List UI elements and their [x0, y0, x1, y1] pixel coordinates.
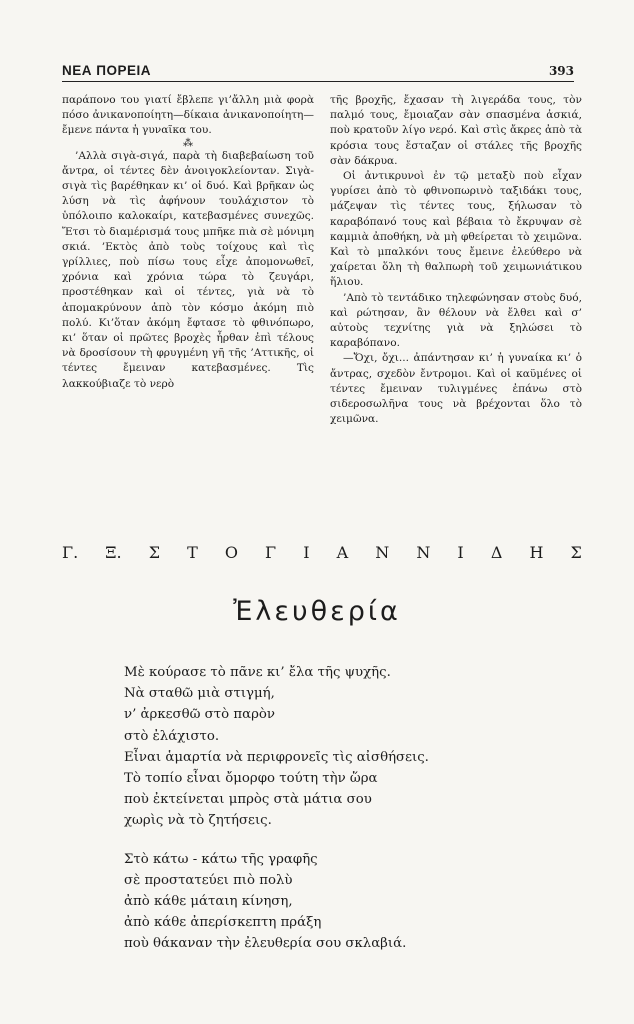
paragraph: παράπονο του γιατί ἔβλεπε γι’ἄλλη μιὰ φορὰ πόσο ἀνικανοποίητη—δίκαια ἀνικανοποίητη—ἔμενε πάντα ἡ γυναῖκα του.	[62, 94, 314, 137]
journal-title: ΝΕΑ ΠΟΡΕΙΑ	[62, 63, 152, 78]
poem-line: ν’ ἀρκεσθῶ στὸ παρὸν	[124, 707, 275, 723]
poem-body	[124, 662, 544, 955]
poem-line: Νὰ σταθῶ μιὰ στιγμή,	[124, 686, 275, 702]
poem-author	[62, 543, 582, 562]
author-letter: Δ	[490, 543, 503, 562]
paragraph: —Ὄχι, ὄχι... ἀπάντησαν κι’ ἡ γυναίκα κι’ ὁ ἄντρας, σχεδὸν ἔντρομοι. Καὶ οἱ καϋμένες οἱ τέντες ἔμειναν τυλιγμένες ἐπάνω στὸ σιδεροσωλῆνα τους νὰ βρέχονται ὅλο τὸ χειμῶνα.	[330, 352, 582, 426]
poem-line: χωρὶς νὰ τὸ ζητήσεις.	[124, 813, 272, 829]
author-letter: Ι	[457, 543, 464, 562]
author-letter: Ι	[303, 543, 310, 562]
author-letter: Σ	[570, 543, 582, 562]
author-letter: Ξ.	[105, 543, 122, 562]
poem-line: Μὲ κούρασε τὸ πᾶνε κι’ ἔλα τῆς ψυχῆς.	[124, 665, 391, 680]
poem-line: στὸ ἐλάχιστο.	[124, 728, 220, 744]
stanza-break	[124, 832, 544, 849]
poem-line: ποὺ θάκαναν τὴν ἐλευθερία σου σκλαβιά.	[124, 936, 407, 952]
poem-line: ἀπὸ κάθε μάταιη κίνηση,	[124, 894, 293, 910]
author-letter: Σ	[148, 543, 160, 562]
running-header	[62, 58, 574, 82]
author-letter: Η	[529, 543, 544, 562]
paragraph: ’Απὸ τὸ τεντάδικο τηλεφώνησαν στοὺς δυό, καὶ ρώτησαν, ἂν θέλουν νὰ ἔλθει καὶ σ’ αὐτοὺς τεχνίτης γιὰ νὰ ξηλώσει τὸ καραβόπανο.	[330, 291, 582, 350]
poem-line: Τὸ τοπίο εἶναι ὄμορφο τούτη τὴν ὥρα	[124, 771, 378, 787]
poem-line: ἀπὸ κάθε ἀπερίσκεπτη πράξη	[124, 915, 322, 931]
author-letter: Α	[336, 543, 349, 562]
section-break: ⁂	[183, 137, 193, 149]
author-letter: Τ	[187, 543, 198, 562]
poem-line: Στὸ κάτω - κάτω τῆς γραφῆς	[124, 851, 318, 867]
poem-line: σὲ προστατεύει πιὸ πολὺ	[124, 872, 293, 888]
poem-line: ποὺ ἐκτείνεται μπρὸς στὰ μάτια σου	[124, 792, 372, 808]
author-letter: Ν	[375, 543, 390, 562]
paragraph: Οἱ ἀντικρυνοὶ ἐν τῷ μεταξὺ ποὺ εἶχαν γυρίσει ἀπὸ τὸ φθινοπωρινὸ ταξιδάκι τους, μάζεψαν τὶς τέντες τους, ξήλωσαν τὸ καραβόπανό τους καὶ βέβαια τὸ ἔκρυψαν σὲ καμμιὰ ἀποθήκη, νὰ μὴ φθείρεται τὸ χειμῶνα. Καὶ τὸ μπαλκόνι τους ἔμεινε ἐλεύθερο νὰ χαίρεται ὅλη τὴ θαλπωρὴ τοῦ χειμωνιάτικου ἥλιου.	[330, 170, 582, 289]
author-letter: Ν	[416, 543, 431, 562]
author-letter: Γ.	[62, 543, 79, 562]
left-column	[62, 93, 314, 392]
poem-line: Εἶναι ἁμαρτία νὰ περιφρονεῖς τὶς αἰσθήσεις.	[124, 749, 429, 765]
author-letter: Γ	[265, 543, 277, 562]
paragraph: ’Αλλὰ σιγὰ-σιγά, παρὰ τὴ διαβεβαίωση τοῦ ἄντρα, οἱ τέντες δὲν ἀνοιγοκλείονταν. Σιγὰ-σιγὰ τὶς βαρέθηκαν κι’ οἱ δυό. Καὶ βρῆκαν ὡς λύση νὰ τὶς ἀφήνουν τουλάχιστον τὸ ὑπόλοιπο καλοκαίρι, κατεβασμένες συνεχῶς. Ἔτσι τὸ διαμέρισμά τους μπῆκε πιὰ σὲ μόνιμη σκιά. ’Εκτὸς ἀπὸ τοὺς τοίχους καὶ τὶς γρίλλιες, ποὺ πίσω τους εἶχε ἀπομονωθεῖ, χρόνια καὶ χρόνια τώρα τὸ ζευγάρι, προστέθηκαν καὶ οἱ τέντες, γιὰ νὰ τὸ ἀπομακρύνουν ἀπὸ τὸν κόσμο ἀκόμη πιὸ πολύ. Κι’ὅταν ἀκόμη ἔφτασε τὸ φθινόπωρο, κι’ ὅταν οἱ πρῶτες βροχὲς ἦρθαν ἐπὶ τέλους νὰ δροσίσουν τὴ φρυγμένη γῆ τῆς ’Αττικῆς, οἱ τέντες ἔμειναν κατεβασμένες. Τὶς λακκούβιαζε τὸ νερὸ	[62, 149, 314, 390]
right-column	[330, 93, 582, 427]
author-letter: Ο	[224, 543, 238, 562]
page-number: 393	[548, 64, 574, 78]
paragraph: τῆς βροχῆς, ἔχασαν τὴ λιγεράδα τους, τὸν παλμό τους, ἔμοιαζαν σὰν σπασμένα ἀσκιά, ποὺ κρατοῦν λίγο νερό. Καὶ στὶς ἄκρες ἀπὸ τὰ κρόσια τους ἔσταζαν οἱ στάλες τῆς βροχῆς σὰν δάκρυα.	[330, 94, 582, 167]
poem-title: Ἐλευθερία	[233, 596, 401, 627]
